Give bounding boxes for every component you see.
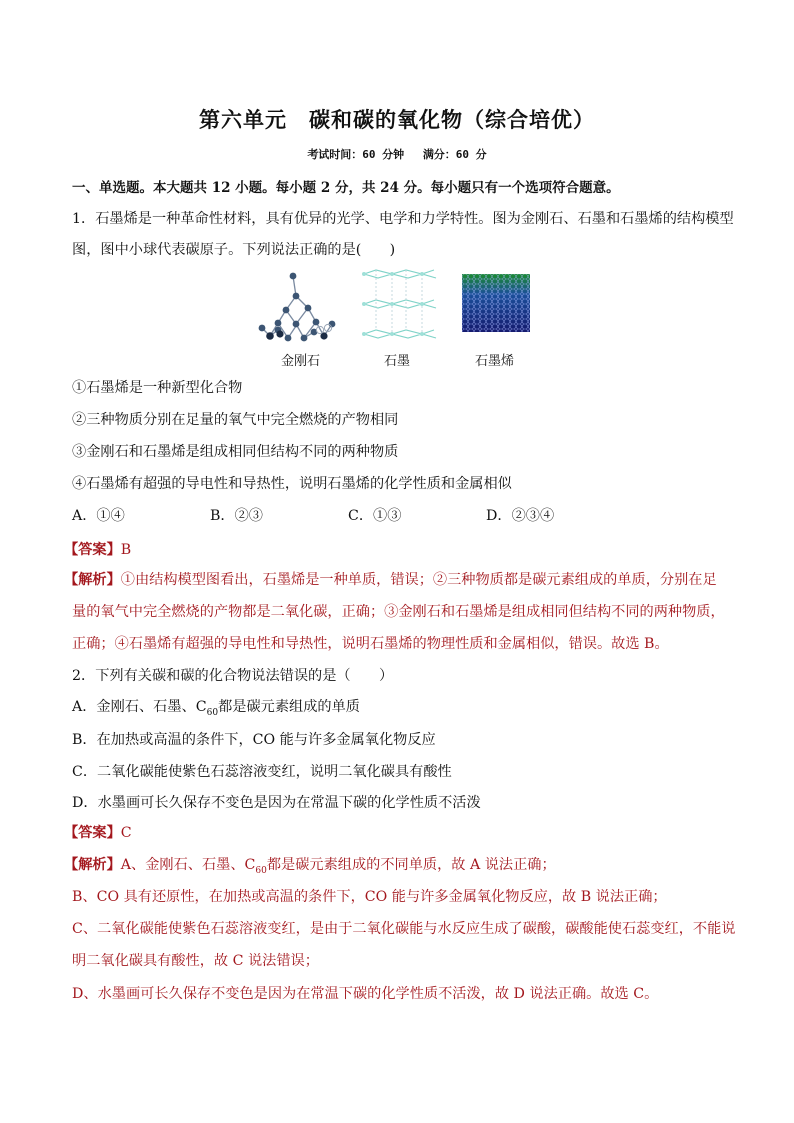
q1-statement-3: ③金刚石和石墨烯是组成相同但结构不同的两种物质 <box>72 444 399 460</box>
q1-analysis-line3: 正确；④石墨烯有超强的导电性和导热性，说明石墨烯的物理性质和金属相似，错误。故选 B。 <box>72 636 669 652</box>
q1-statement-4: ④石墨烯有超强的导电性和导热性，说明石墨烯的化学性质和金属相似 <box>72 476 512 492</box>
q2-analysis-line5: D、水墨画可长久保存不变色是因为在常温下碳的化学性质不活泼，故 D 说法正确。故选 C。 <box>72 986 659 1002</box>
q2-answer-value: C <box>120 825 132 841</box>
q2-answer-tag: 【答案】 <box>64 825 121 841</box>
q2-option-b: B．在加热或高温的条件下，CO 能与许多金属氧化物反应 <box>72 732 436 748</box>
page-title: 第六单元 碳和碳的氧化物（综合培优） <box>199 107 595 132</box>
q2-option-a-post: 都是碳元素组成的单质 <box>218 699 360 715</box>
diamond-model-image <box>259 273 336 342</box>
q2-analysis-line2: B、CO 具有还原性，在加热或高温的条件下，CO 能与许多金属氧化物反应，故 B 说法正确； <box>72 889 667 905</box>
q2-analysis-text1-post: 都是碳元素组成的不同单质，故 A 说法正确； <box>266 857 556 873</box>
q1-statement-1: ①石墨烯是一种新型化合物 <box>72 380 243 396</box>
exam-meta <box>0 146 794 162</box>
q1-answer-tag: 【答案】 <box>64 542 121 558</box>
q2-option-a <box>72 696 360 718</box>
q2-analysis-tag: 【解析】 <box>64 857 121 873</box>
exam-time: 考试时间：60 分钟 <box>307 148 405 161</box>
q2-option-c: C．二氧化碳能使紫色石蕊溶液变红，说明二氧化碳具有酸性 <box>72 764 452 780</box>
q1-analysis-text1: ①由结构模型图看出，石墨烯是一种单质，错误；②三种物质都是碳元素组成的单质，分别在足 <box>120 572 717 588</box>
full-score: 满分：60 分 <box>422 148 487 161</box>
q2-option-a-pre: A．金刚石、石墨、C <box>72 699 207 715</box>
q1-option-d: D．②③④ <box>486 508 555 524</box>
q2-analysis-text1-sub: 60 <box>255 865 267 876</box>
graphene-model-image <box>462 274 530 332</box>
figure-label-diamond: 金刚石 <box>281 354 321 369</box>
q1-stem-line2: 图，图中小球代表碳原子。下列说法正确的是( ) <box>72 242 396 258</box>
q1-analysis-line1 <box>64 569 717 589</box>
q1-analysis-line2: 量的氧气中完全燃烧的产物都是二氧化碳，正确；③金刚石和石墨烯是组成相同但结构不同的两种物质， <box>72 604 725 620</box>
q1-option-a: A．①④ <box>72 508 125 524</box>
q1-stem-line1: 1．石墨烯是一种革命性材料，具有优异的光学、电学和力学特性。图为金刚石、石墨和石墨烯的结构模型 <box>72 211 734 227</box>
q2-analysis-text1-pre: A、金刚石、石墨、C <box>120 857 256 873</box>
q1-option-c: C．①③ <box>348 508 402 524</box>
q2-option-d: D．水墨画可长久保存不变色是因为在常温下碳的化学性质不活泼 <box>72 795 481 811</box>
q2-option-a-sub: 60 <box>206 707 219 718</box>
figure-label-graphite: 石墨 <box>384 354 411 369</box>
q1-answer <box>64 539 131 559</box>
q2-analysis-line3: C、二氧化碳能使紫色石蕊溶液变红，是由于二氧化碳能与水反应生成了碳酸，碳酸能使石蕊变红，不能说 <box>72 921 736 937</box>
q1-answer-value: B <box>120 542 132 558</box>
q2-analysis-line1 <box>64 854 556 876</box>
q2-analysis-line4: 明二氧化碳具有酸性，故 C 说法错误； <box>72 953 319 969</box>
q1-statement-2: ②三种物质分别在足量的氧气中完全燃烧的产物相同 <box>72 412 399 428</box>
graphite-model-image <box>362 270 436 338</box>
q1-option-b: B．②③ <box>210 508 263 524</box>
q1-analysis-tag: 【解析】 <box>64 572 121 588</box>
q2-stem: 2．下列有关碳和碳的化合物说法错误的是（ ） <box>72 668 394 684</box>
figure-label-graphene: 石墨烯 <box>475 354 515 369</box>
q2-answer <box>64 822 132 842</box>
section-heading: 一、单选题。本大题共 12 小题。每小题 2 分，共 24 分。每小题只有一个选项符合题意。 <box>72 180 620 196</box>
